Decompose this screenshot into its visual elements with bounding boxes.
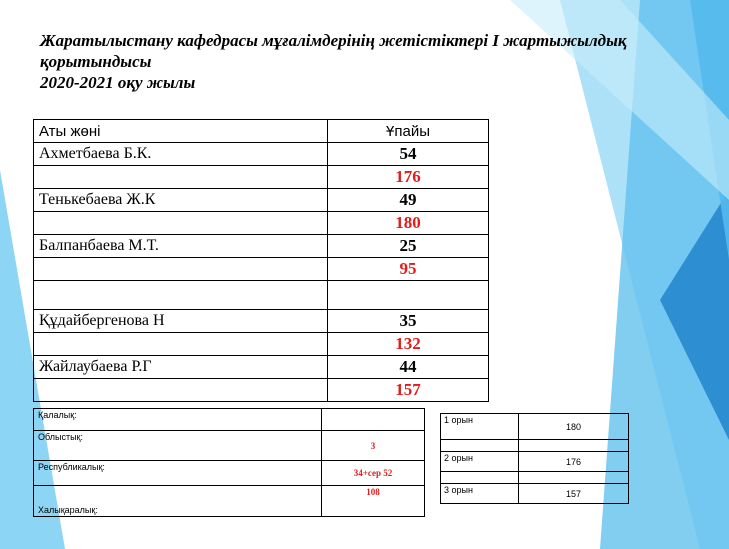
total-score-value: 132: [328, 333, 489, 356]
place-value: [519, 472, 629, 484]
table-row: [34, 356, 489, 379]
place-row: [441, 452, 629, 472]
teacher-name: Құдайбергенова Н: [34, 310, 328, 333]
teacher-name: [34, 379, 328, 402]
total-score-value: 176: [328, 166, 489, 189]
table-row: [34, 379, 489, 402]
teacher-name: [34, 212, 328, 235]
total-score-value: 95: [328, 258, 489, 281]
place-row: [441, 440, 629, 452]
place-label: 3 орын: [441, 484, 519, 504]
table-row: [34, 166, 489, 189]
table-row: [34, 143, 489, 166]
title-line-1: Жаратылыстану кафедрасы мұғалімдерінің жетістіктері I жартыжылдық: [40, 31, 627, 50]
score-value: 54: [328, 143, 489, 166]
place-row: [441, 484, 629, 504]
score-value: 35: [328, 310, 489, 333]
level-row: [34, 431, 425, 461]
score-value: 49: [328, 189, 489, 212]
table-row: [34, 333, 489, 356]
level-label: Республикалық:: [34, 461, 322, 486]
table-row: [34, 281, 489, 310]
level-label: Қалалық:: [34, 409, 322, 431]
score-value: 25: [328, 235, 489, 258]
place-value: 176: [519, 452, 629, 472]
level-value: 34+сер 52: [322, 461, 425, 486]
table-row: [34, 310, 489, 333]
table-row: [34, 235, 489, 258]
level-row: [34, 409, 425, 431]
table-header-row: [34, 120, 489, 143]
level-value: 3: [322, 431, 425, 461]
place-value: 157: [519, 484, 629, 504]
teacher-name: Ахметбаева Б.К.: [34, 143, 328, 166]
header-score: Ұпайы: [328, 120, 489, 143]
place-label: 1 орын: [441, 414, 519, 440]
level-value: 108: [322, 486, 425, 517]
score-value: [328, 281, 489, 310]
place-value: 180: [519, 414, 629, 440]
place-row: [441, 472, 629, 484]
place-label: [441, 440, 519, 452]
level-label: Халықаралық:: [34, 486, 322, 517]
teacher-name: Жайлаубаева Р.Г: [34, 356, 328, 379]
teacher-name: Тенькебаева Ж.К: [34, 189, 328, 212]
level-row: [34, 486, 425, 517]
level-value: [322, 409, 425, 431]
teacher-name: [34, 281, 328, 310]
table-row: [34, 212, 489, 235]
table-row: [34, 189, 489, 212]
places-table: [440, 413, 629, 504]
title-line-3: 2020-2021 оқу жылы: [40, 73, 196, 92]
place-value: [519, 440, 629, 452]
teacher-name: [34, 166, 328, 189]
total-score-value: 180: [328, 212, 489, 235]
teacher-name: [34, 333, 328, 356]
place-label: 2 орын: [441, 452, 519, 472]
level-row: [34, 461, 425, 486]
score-value: 44: [328, 356, 489, 379]
total-score-value: 157: [328, 379, 489, 402]
table-row: [34, 258, 489, 281]
slide-title: [40, 30, 700, 93]
level-label: Облыстық:: [34, 431, 322, 461]
teacher-name: Балпанбаева М.Т.: [34, 235, 328, 258]
title-line-2: қорытындысы: [40, 52, 152, 71]
achievements-table: [33, 119, 489, 402]
teacher-name: [34, 258, 328, 281]
place-label: [441, 472, 519, 484]
place-row: [441, 414, 629, 440]
levels-table: [33, 408, 425, 517]
header-name: Аты жөні: [34, 120, 328, 143]
